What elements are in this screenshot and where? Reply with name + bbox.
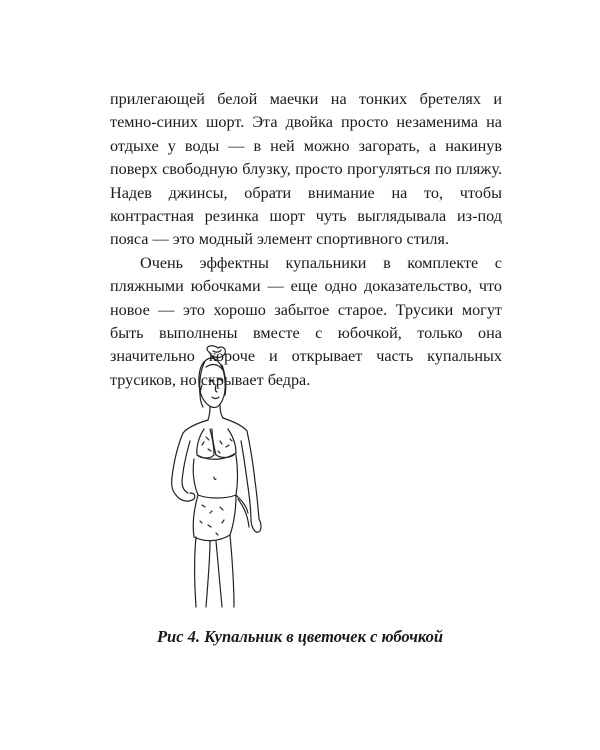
paragraph-1: прилегающей белой маечки на тонких бретелях и темно-синих шорт. Эта двойка просто незаменима на отдыхе у воды — в ней можно загорать, а накинув поверх свободную блузку, просто прогуляться по пляжу. Надев джинсы, обрати внимание на то, чтобы контрастная резинка шорт чуть выглядывала из-под пояса — это модный элемент спортивного стиля. [110,90,502,249]
swimsuit-illustration [150,345,450,610]
figure-caption: Рис 4. Купальник в цветочек с юбочкой [156,627,444,646]
paragraph-2: Очень эффектны купальники в комплекте с пляжными юбочками — еще одно доказательство, что новое — это хорошо забытое старое. Трусики могут быть выполнены вместе с юбочкой, только она значительно короче и открывает часть купальных трусиков, но скрывает бедра. [110,253,502,389]
